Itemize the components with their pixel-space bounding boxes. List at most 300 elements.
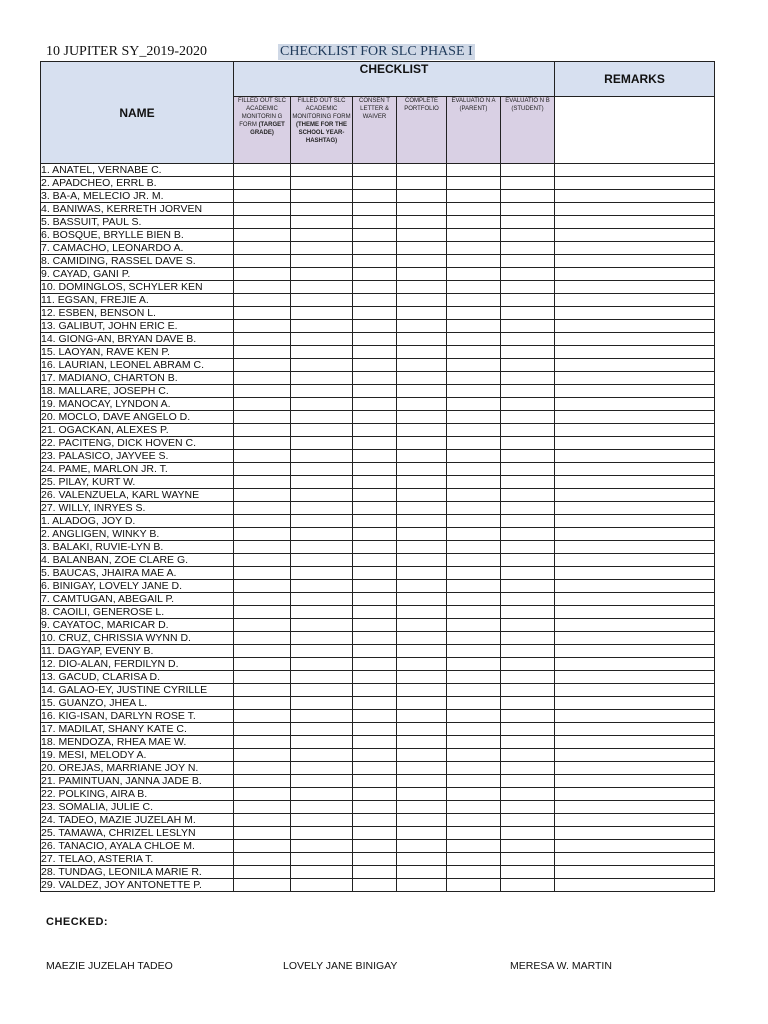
checklist-cell[interactable] [353,190,397,203]
remarks-cell[interactable] [555,372,715,385]
checklist-cell[interactable] [397,307,447,320]
checklist-cell[interactable] [447,333,501,346]
checklist-cell[interactable] [397,229,447,242]
checklist-cell[interactable] [353,645,397,658]
checklist-cell[interactable] [291,437,353,450]
checklist-cell[interactable] [447,502,501,515]
checklist-cell[interactable] [447,177,501,190]
checklist-cell[interactable] [397,554,447,567]
checklist-cell[interactable] [234,242,291,255]
checklist-cell[interactable] [353,814,397,827]
checklist-cell[interactable] [234,307,291,320]
checklist-cell[interactable] [447,593,501,606]
checklist-cell[interactable] [291,203,353,216]
checklist-cell[interactable] [397,840,447,853]
checklist-cell[interactable] [501,736,555,749]
checklist-cell[interactable] [234,619,291,632]
checklist-cell[interactable] [353,827,397,840]
checklist-cell[interactable] [397,515,447,528]
checklist-cell[interactable] [291,710,353,723]
remarks-cell[interactable] [555,177,715,190]
checklist-cell[interactable] [353,268,397,281]
checklist-cell[interactable] [234,294,291,307]
checklist-cell[interactable] [447,736,501,749]
checklist-cell[interactable] [353,229,397,242]
remarks-cell[interactable] [555,840,715,853]
checklist-cell[interactable] [291,411,353,424]
checklist-cell[interactable] [234,489,291,502]
remarks-cell[interactable] [555,606,715,619]
checklist-cell[interactable] [501,866,555,879]
checklist-cell[interactable] [353,385,397,398]
checklist-cell[interactable] [501,515,555,528]
checklist-cell[interactable] [397,424,447,437]
checklist-cell[interactable] [291,567,353,580]
checklist-cell[interactable] [291,749,353,762]
checklist-cell[interactable] [447,229,501,242]
checklist-cell[interactable] [501,710,555,723]
remarks-cell[interactable] [555,554,715,567]
checklist-cell[interactable] [234,853,291,866]
checklist-cell[interactable] [501,437,555,450]
checklist-cell[interactable] [501,788,555,801]
checklist-cell[interactable] [353,476,397,489]
checklist-cell[interactable] [501,853,555,866]
checklist-cell[interactable] [397,476,447,489]
remarks-cell[interactable] [555,619,715,632]
checklist-cell[interactable] [353,515,397,528]
checklist-cell[interactable] [353,684,397,697]
checklist-cell[interactable] [447,450,501,463]
checklist-cell[interactable] [447,762,501,775]
checklist-cell[interactable] [353,749,397,762]
checklist-cell[interactable] [234,684,291,697]
checklist-cell[interactable] [397,827,447,840]
checklist-cell[interactable] [501,632,555,645]
checklist-cell[interactable] [353,450,397,463]
checklist-cell[interactable] [291,866,353,879]
checklist-cell[interactable] [234,814,291,827]
checklist-cell[interactable] [353,281,397,294]
checklist-cell[interactable] [397,255,447,268]
checklist-cell[interactable] [447,268,501,281]
checklist-cell[interactable] [353,567,397,580]
checklist-cell[interactable] [353,671,397,684]
checklist-cell[interactable] [447,814,501,827]
remarks-cell[interactable] [555,749,715,762]
checklist-cell[interactable] [397,450,447,463]
checklist-cell[interactable] [234,502,291,515]
remarks-cell[interactable] [555,788,715,801]
checklist-cell[interactable] [501,307,555,320]
remarks-cell[interactable] [555,775,715,788]
checklist-cell[interactable] [397,437,447,450]
checklist-cell[interactable] [291,424,353,437]
checklist-cell[interactable] [234,840,291,853]
checklist-cell[interactable] [397,775,447,788]
checklist-cell[interactable] [353,554,397,567]
checklist-cell[interactable] [353,398,397,411]
checklist-cell[interactable] [234,385,291,398]
checklist-cell[interactable] [447,385,501,398]
checklist-cell[interactable] [447,684,501,697]
checklist-cell[interactable] [397,749,447,762]
checklist-cell[interactable] [234,528,291,541]
checklist-cell[interactable] [234,879,291,892]
checklist-cell[interactable] [234,346,291,359]
checklist-cell[interactable] [501,658,555,671]
checklist-cell[interactable] [447,424,501,437]
checklist-cell[interactable] [397,736,447,749]
remarks-cell[interactable] [555,489,715,502]
checklist-cell[interactable] [397,723,447,736]
checklist-cell[interactable] [397,632,447,645]
checklist-cell[interactable] [291,775,353,788]
remarks-cell[interactable] [555,593,715,606]
remarks-cell[interactable] [555,541,715,554]
checklist-cell[interactable] [447,853,501,866]
checklist-cell[interactable] [291,255,353,268]
checklist-cell[interactable] [397,853,447,866]
checklist-cell[interactable] [447,788,501,801]
checklist-cell[interactable] [291,723,353,736]
checklist-cell[interactable] [501,801,555,814]
remarks-cell[interactable] [555,671,715,684]
checklist-cell[interactable] [291,840,353,853]
checklist-cell[interactable] [234,710,291,723]
checklist-cell[interactable] [353,658,397,671]
checklist-cell[interactable] [234,801,291,814]
checklist-cell[interactable] [397,385,447,398]
checklist-cell[interactable] [447,398,501,411]
checklist-cell[interactable] [447,346,501,359]
remarks-cell[interactable] [555,203,715,216]
remarks-cell[interactable] [555,242,715,255]
checklist-cell[interactable] [397,671,447,684]
checklist-cell[interactable] [234,255,291,268]
checklist-cell[interactable] [291,333,353,346]
checklist-cell[interactable] [234,723,291,736]
checklist-cell[interactable] [234,632,291,645]
checklist-cell[interactable] [234,411,291,424]
remarks-cell[interactable] [555,710,715,723]
checklist-cell[interactable] [397,619,447,632]
checklist-cell[interactable] [234,788,291,801]
checklist-cell[interactable] [291,541,353,554]
checklist-cell[interactable] [234,372,291,385]
remarks-cell[interactable] [555,697,715,710]
checklist-cell[interactable] [353,333,397,346]
remarks-cell[interactable] [555,281,715,294]
checklist-cell[interactable] [353,736,397,749]
checklist-cell[interactable] [353,463,397,476]
checklist-cell[interactable] [397,372,447,385]
remarks-cell[interactable] [555,359,715,372]
checklist-cell[interactable] [291,827,353,840]
checklist-cell[interactable] [291,697,353,710]
checklist-cell[interactable] [501,567,555,580]
checklist-cell[interactable] [234,281,291,294]
checklist-cell[interactable] [501,723,555,736]
checklist-cell[interactable] [291,242,353,255]
checklist-cell[interactable] [501,684,555,697]
checklist-cell[interactable] [397,762,447,775]
checklist-cell[interactable] [291,671,353,684]
checklist-cell[interactable] [397,320,447,333]
checklist-cell[interactable] [501,762,555,775]
checklist-cell[interactable] [501,203,555,216]
checklist-cell[interactable] [353,723,397,736]
checklist-cell[interactable] [397,801,447,814]
checklist-cell[interactable] [447,528,501,541]
checklist-cell[interactable] [291,463,353,476]
checklist-cell[interactable] [291,632,353,645]
checklist-cell[interactable] [447,580,501,593]
remarks-cell[interactable] [555,346,715,359]
checklist-cell[interactable] [501,190,555,203]
checklist-cell[interactable] [397,411,447,424]
remarks-cell[interactable] [555,268,715,281]
remarks-cell[interactable] [555,411,715,424]
remarks-cell[interactable] [555,580,715,593]
checklist-cell[interactable] [353,853,397,866]
checklist-cell[interactable] [291,515,353,528]
checklist-cell[interactable] [501,775,555,788]
checklist-cell[interactable] [353,255,397,268]
checklist-cell[interactable] [234,450,291,463]
checklist-cell[interactable] [234,736,291,749]
checklist-cell[interactable] [397,268,447,281]
checklist-cell[interactable] [234,541,291,554]
remarks-cell[interactable] [555,801,715,814]
checklist-cell[interactable] [447,216,501,229]
checklist-cell[interactable] [291,762,353,775]
checklist-cell[interactable] [501,502,555,515]
checklist-cell[interactable] [291,385,353,398]
checklist-cell[interactable] [353,541,397,554]
checklist-cell[interactable] [501,489,555,502]
checklist-cell[interactable] [501,697,555,710]
checklist-cell[interactable] [291,320,353,333]
remarks-cell[interactable] [555,385,715,398]
checklist-cell[interactable] [234,424,291,437]
checklist-cell[interactable] [447,879,501,892]
checklist-cell[interactable] [397,216,447,229]
checklist-cell[interactable] [501,450,555,463]
checklist-cell[interactable] [234,333,291,346]
checklist-cell[interactable] [234,697,291,710]
remarks-cell[interactable] [555,450,715,463]
checklist-cell[interactable] [353,164,397,177]
checklist-cell[interactable] [234,775,291,788]
checklist-cell[interactable] [447,489,501,502]
remarks-cell[interactable] [555,684,715,697]
checklist-cell[interactable] [447,476,501,489]
checklist-cell[interactable] [397,333,447,346]
remarks-cell[interactable] [555,229,715,242]
checklist-cell[interactable] [234,463,291,476]
remarks-cell[interactable] [555,424,715,437]
checklist-cell[interactable] [234,359,291,372]
checklist-cell[interactable] [397,645,447,658]
checklist-cell[interactable] [501,268,555,281]
checklist-cell[interactable] [501,216,555,229]
checklist-cell[interactable] [447,320,501,333]
checklist-cell[interactable] [234,177,291,190]
remarks-cell[interactable] [555,736,715,749]
checklist-cell[interactable] [501,359,555,372]
checklist-cell[interactable] [447,463,501,476]
checklist-cell[interactable] [234,320,291,333]
checklist-cell[interactable] [397,684,447,697]
checklist-cell[interactable] [234,476,291,489]
checklist-cell[interactable] [291,814,353,827]
checklist-cell[interactable] [353,320,397,333]
checklist-cell[interactable] [447,242,501,255]
checklist-cell[interactable] [353,788,397,801]
checklist-cell[interactable] [397,398,447,411]
checklist-cell[interactable] [353,593,397,606]
remarks-cell[interactable] [555,762,715,775]
checklist-cell[interactable] [447,372,501,385]
checklist-cell[interactable] [397,203,447,216]
checklist-cell[interactable] [501,645,555,658]
checklist-cell[interactable] [397,177,447,190]
checklist-cell[interactable] [353,203,397,216]
checklist-cell[interactable] [353,866,397,879]
checklist-cell[interactable] [291,476,353,489]
checklist-cell[interactable] [501,463,555,476]
remarks-cell[interactable] [555,879,715,892]
checklist-cell[interactable] [353,879,397,892]
checklist-cell[interactable] [501,580,555,593]
remarks-cell[interactable] [555,645,715,658]
remarks-cell[interactable] [555,658,715,671]
checklist-cell[interactable] [353,762,397,775]
checklist-cell[interactable] [234,216,291,229]
checklist-cell[interactable] [501,671,555,684]
checklist-cell[interactable] [234,866,291,879]
checklist-cell[interactable] [447,658,501,671]
checklist-cell[interactable] [447,723,501,736]
checklist-cell[interactable] [353,632,397,645]
checklist-cell[interactable] [501,528,555,541]
checklist-cell[interactable] [353,424,397,437]
checklist-cell[interactable] [234,762,291,775]
checklist-cell[interactable] [397,541,447,554]
checklist-cell[interactable] [291,645,353,658]
checklist-cell[interactable] [234,593,291,606]
checklist-cell[interactable] [501,476,555,489]
checklist-cell[interactable] [501,164,555,177]
checklist-cell[interactable] [353,697,397,710]
checklist-cell[interactable] [501,879,555,892]
checklist-cell[interactable] [447,554,501,567]
checklist-cell[interactable] [397,359,447,372]
checklist-cell[interactable] [291,489,353,502]
checklist-cell[interactable] [447,307,501,320]
checklist-cell[interactable] [397,866,447,879]
checklist-cell[interactable] [234,645,291,658]
checklist-cell[interactable] [447,515,501,528]
checklist-cell[interactable] [291,788,353,801]
checklist-cell[interactable] [291,346,353,359]
checklist-cell[interactable] [353,346,397,359]
checklist-cell[interactable] [291,684,353,697]
checklist-cell[interactable] [291,853,353,866]
checklist-cell[interactable] [353,801,397,814]
checklist-cell[interactable] [397,567,447,580]
checklist-cell[interactable] [291,359,353,372]
checklist-cell[interactable] [501,294,555,307]
checklist-cell[interactable] [397,294,447,307]
checklist-cell[interactable] [234,827,291,840]
checklist-cell[interactable] [501,606,555,619]
remarks-cell[interactable] [555,502,715,515]
checklist-cell[interactable] [447,203,501,216]
checklist-cell[interactable] [447,294,501,307]
checklist-cell[interactable] [447,775,501,788]
remarks-cell[interactable] [555,164,715,177]
checklist-cell[interactable] [447,697,501,710]
checklist-cell[interactable] [501,177,555,190]
checklist-cell[interactable] [447,632,501,645]
checklist-cell[interactable] [353,840,397,853]
checklist-cell[interactable] [447,827,501,840]
checklist-cell[interactable] [447,606,501,619]
checklist-cell[interactable] [353,307,397,320]
checklist-cell[interactable] [353,710,397,723]
remarks-cell[interactable] [555,567,715,580]
checklist-cell[interactable] [291,502,353,515]
checklist-cell[interactable] [397,242,447,255]
remarks-cell[interactable] [555,632,715,645]
checklist-cell[interactable] [353,294,397,307]
checklist-cell[interactable] [501,541,555,554]
remarks-cell[interactable] [555,814,715,827]
checklist-cell[interactable] [447,359,501,372]
checklist-cell[interactable] [291,281,353,294]
remarks-cell[interactable] [555,307,715,320]
checklist-cell[interactable] [234,671,291,684]
checklist-cell[interactable] [291,879,353,892]
checklist-cell[interactable] [501,385,555,398]
checklist-cell[interactable] [447,255,501,268]
remarks-cell[interactable] [555,255,715,268]
checklist-cell[interactable] [353,177,397,190]
checklist-cell[interactable] [447,437,501,450]
checklist-cell[interactable] [353,606,397,619]
checklist-cell[interactable] [447,164,501,177]
checklist-cell[interactable] [291,294,353,307]
checklist-cell[interactable] [447,671,501,684]
checklist-cell[interactable] [501,840,555,853]
checklist-cell[interactable] [397,658,447,671]
checklist-cell[interactable] [501,320,555,333]
checklist-cell[interactable] [234,268,291,281]
checklist-cell[interactable] [447,190,501,203]
remarks-cell[interactable] [555,463,715,476]
remarks-cell[interactable] [555,437,715,450]
checklist-cell[interactable] [501,619,555,632]
remarks-cell[interactable] [555,515,715,528]
checklist-cell[interactable] [353,489,397,502]
checklist-cell[interactable] [447,749,501,762]
checklist-cell[interactable] [234,164,291,177]
checklist-cell[interactable] [501,372,555,385]
checklist-cell[interactable] [234,203,291,216]
checklist-cell[interactable] [353,359,397,372]
